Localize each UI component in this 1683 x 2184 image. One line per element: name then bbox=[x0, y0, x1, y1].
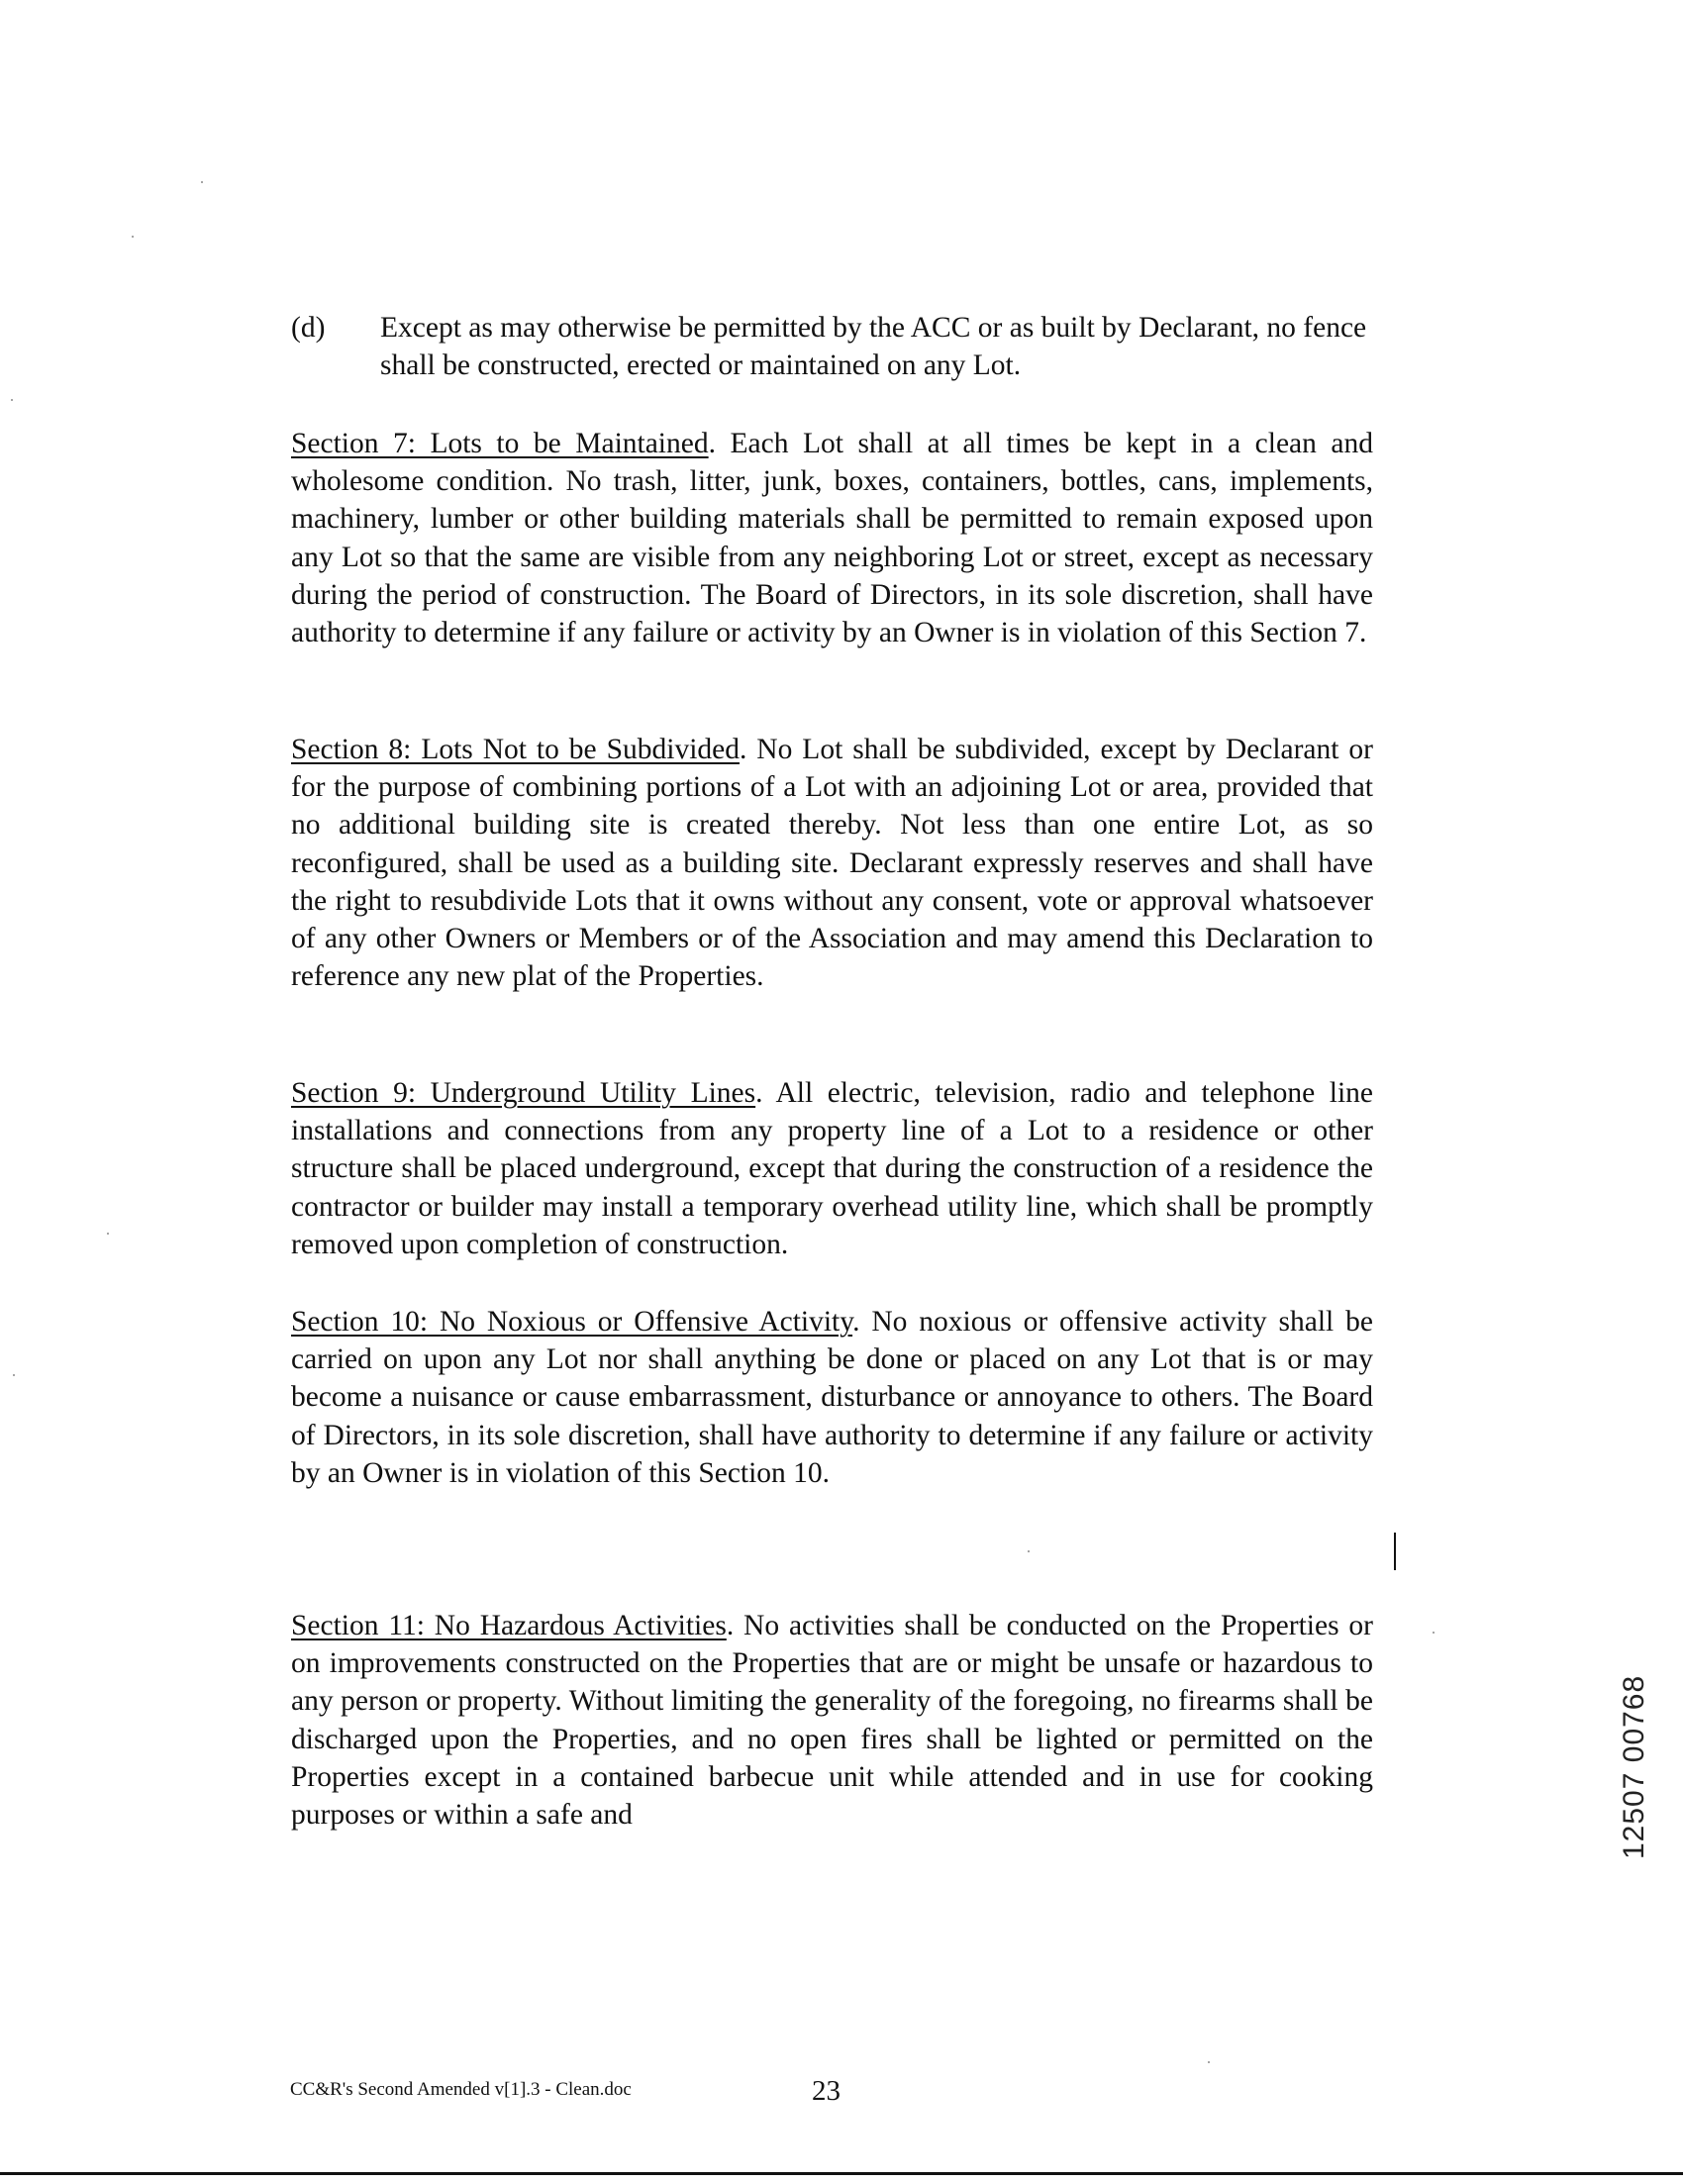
scan-speck bbox=[132, 236, 134, 238]
scan-speck bbox=[107, 1233, 109, 1235]
scan-speck bbox=[11, 399, 13, 401]
scan-speck bbox=[201, 181, 203, 183]
item-d-text: Except as may otherwise be permitted by the ACC or as built by Declarant, no fence shall be constructed, erected or maintained on any Lot. bbox=[380, 312, 1367, 381]
section-7-paragraph bbox=[291, 425, 1373, 651]
section-8-paragraph bbox=[291, 731, 1373, 995]
section-9-paragraph bbox=[291, 1074, 1373, 1263]
section-7-body: . Each Lot shall at all times be kept in a clean and wholesome condition. No trash, litter, junk, boxes, containers, bottles, cans, implements, machinery, lumber or other building materials shall be permitted to remain exposed upon any Lot so that the same are visible from any neighboring Lot or street, except as necessary during the period of construction. The Board of Directors, in its sole discretion, shall have authority to determine if any failure or activity by an Owner is in violation of this Section 7. bbox=[291, 428, 1373, 649]
section-9-body: . All electric, television, radio and telephone line installations and connections from any property line of a Lot to a residence or other structure shall be placed underground, except that during the construction of a residence the contractor or builder may install a temporary overhead utility line, which shall be promptly removed upon completion of construction. bbox=[291, 1077, 1373, 1260]
recording-stamp: 12507 00768 bbox=[1618, 1674, 1650, 1859]
section-8-title: Section 8: Lots Not to be Subdivided bbox=[291, 734, 740, 765]
scan-edge-line bbox=[0, 2172, 1683, 2175]
section-7-title: Section 7: Lots to be Maintained bbox=[291, 428, 709, 459]
section-11-title: Section 11: No Hazardous Activities bbox=[291, 1610, 727, 1641]
scan-speck bbox=[13, 1374, 15, 1376]
item-d-paragraph bbox=[291, 309, 1375, 384]
page-number: 23 bbox=[812, 2075, 841, 2107]
scan-speck bbox=[1028, 1550, 1030, 1552]
footer-filename: CC&R's Second Amended v[1].3 - Clean.doc bbox=[290, 2079, 632, 2100]
section-10-body: . No noxious or offensive activity shall be carried on upon any Lot nor shall anything be done or placed on any Lot that is or may become a nuisance or cause embarrassment, disturbance or annoyance to others. The Board of Directors, in its sole discretion, shall have authority to determine if any failure or activity by an Owner is in violation of this Section 10. bbox=[291, 1306, 1373, 1489]
section-11-body: . No activities shall be conducted on the Properties or on improvements constructed on the Properties that are or might be unsafe or hazardous to any person or property. Without limiting the generality of the foregoing, no firearms shall be discharged upon the Properties, and no open fires shall be lighted or permitted on the Properties except in a contained barbecue unit while attended and in use for cooking purposes or within a safe and bbox=[291, 1610, 1374, 1832]
scan-speck bbox=[1208, 2061, 1210, 2063]
section-10-paragraph bbox=[291, 1303, 1373, 1492]
margin-mark bbox=[1394, 1533, 1396, 1570]
scan-speck bbox=[1433, 1632, 1435, 1634]
section-9-title: Section 9: Underground Utility Lines bbox=[291, 1077, 756, 1109]
section-10-title: Section 10: No Noxious or Offensive Activity bbox=[291, 1306, 853, 1338]
section-8-body: . No Lot shall be subdivided, except by Declarant or for the purpose of combining portions of a Lot with an adjoining Lot or area, provided that no additional building site is created thereby. Not less than one entire Lot, as so reconfigured, shall be used as a building site. Declarant expressly reserves and shall have the right to resubdivide Lots that it owns without any consent, vote or approval whatsoever of any other Owners or Members or of the Association and may amend this Declaration to reference any new plat of the Properties. bbox=[291, 734, 1373, 993]
section-11-paragraph bbox=[291, 1607, 1373, 1834]
item-d-label: (d) bbox=[291, 312, 326, 344]
